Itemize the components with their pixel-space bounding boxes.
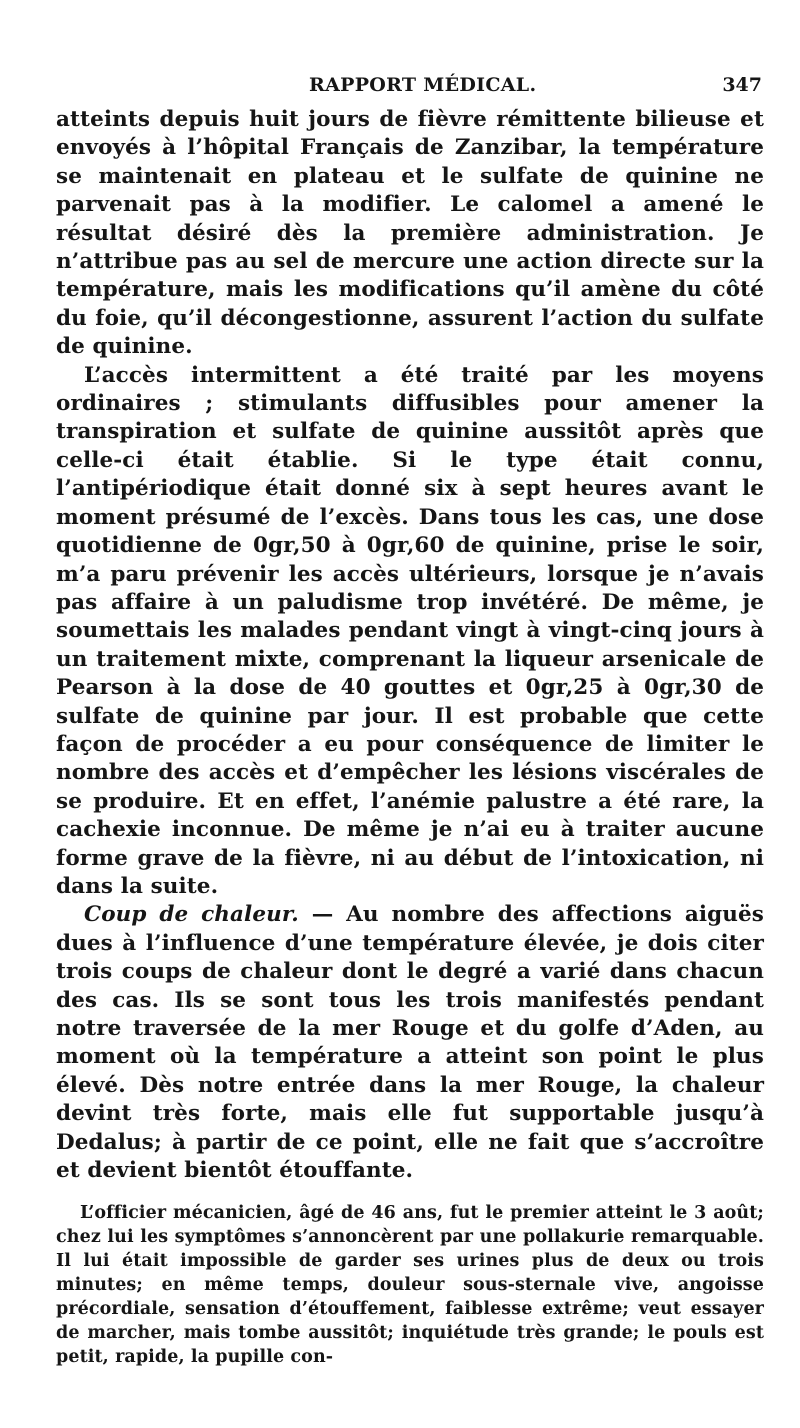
main-text: [56, 106, 764, 1185]
section-heading-heat-stroke: Coup de chaleur.: [84, 902, 299, 928]
page-number: 347: [722, 74, 762, 96]
paragraph-intermittent-fever: L’accès intermittent a été traité par les moyens ordinaires ; stimulants diffusibles pour amener la transpiration et sulfate de quinine aussitôt après que celle-ci était établie. Si le type était connu, l’antipériodique était donné six à sept heures avant le moment présumé de l’excès. Dans tous les cas, une dose quotidienne de 0gr,50 à 0gr,60 de quinine, prise le soir, m’a paru prévenir les accès ultérieurs, lorsque je n’avais pas affaire à un paludisme trop invétéré. De même, je soumettais les malades pendant vingt à vingt-cinq jours à un traitement mixte, comprenant la liqueur arsenicale de Pearson à la dose de 40 gouttes et 0gr,25 à 0gr,30 de sulfate de quinine par jour. Il est probable que cette façon de procéder a eu pour conséquence de limiter le nombre des accès et d’empêcher les lésions viscérales de se produire. Et en effet, l’anémie palustre a été rare, la cachexie inconnue. De même je n’ai eu à traiter aucune forme grave de la fièvre, ni au début de l’intoxication, ni dans la suite.: [56, 362, 764, 899]
case-note-paragraph: L’officier mécanicien, âgé de 46 ans, fut le premier atteint le 3 août; chez lui les symptômes s’annoncèrent par une pollakurie remarquable. Il lui était impossible de garder ses urines plus de deux ou trois minutes; en même temps, douleur sous-sternale vive, angoisse précordiale, sensation d’étouffement, faiblesse extrême; veut essayer de marcher, mais tombe aussitôt; inquiétude très grande; le pouls est petit, rapide, la pupille con-: [56, 1203, 764, 1368]
page-header: [56, 70, 764, 100]
book-page: [56, 70, 764, 1369]
case-notes: [56, 1201, 764, 1369]
section-text-heat-stroke: — Au nombre des affections aiguës dues à l’influence d’une température élevée, je dois citer trois coups de chaleur dont le degré a varié dans chacun des cas. Ils se sont tous les trois manifestés pendant notre traversée de la mer Rouge et du golfe d’Aden, au moment où la température a atteint son point le plus élevé. Dès notre entrée dans la mer Rouge, la chaleur devint très forte, mais elle fut supportable jusqu’à Dedalus; à partir de ce point, elle ne fait que s’accroître et devient bientôt étouffante.: [56, 902, 764, 1184]
paragraph-continuation: atteints depuis huit jours de fièvre rémittente bilieuse et envoyés à l’hôpital Français de Zanzibar, la température se maintenait en plateau et le sulfate de quinine ne parvenait pas à la modifier. Le calomel a amené le résultat désiré dès la première administration. Je n’attribue pas au sel de mercure une action directe sur la température, mais les modifications qu’il amène du côté du foie, qu’il décongestionne, assurent l’action du sulfate de quinine.: [56, 107, 764, 360]
paragraph-heat-stroke: [56, 901, 764, 1185]
running-title: RAPPORT MÉDICAL.: [309, 74, 537, 96]
